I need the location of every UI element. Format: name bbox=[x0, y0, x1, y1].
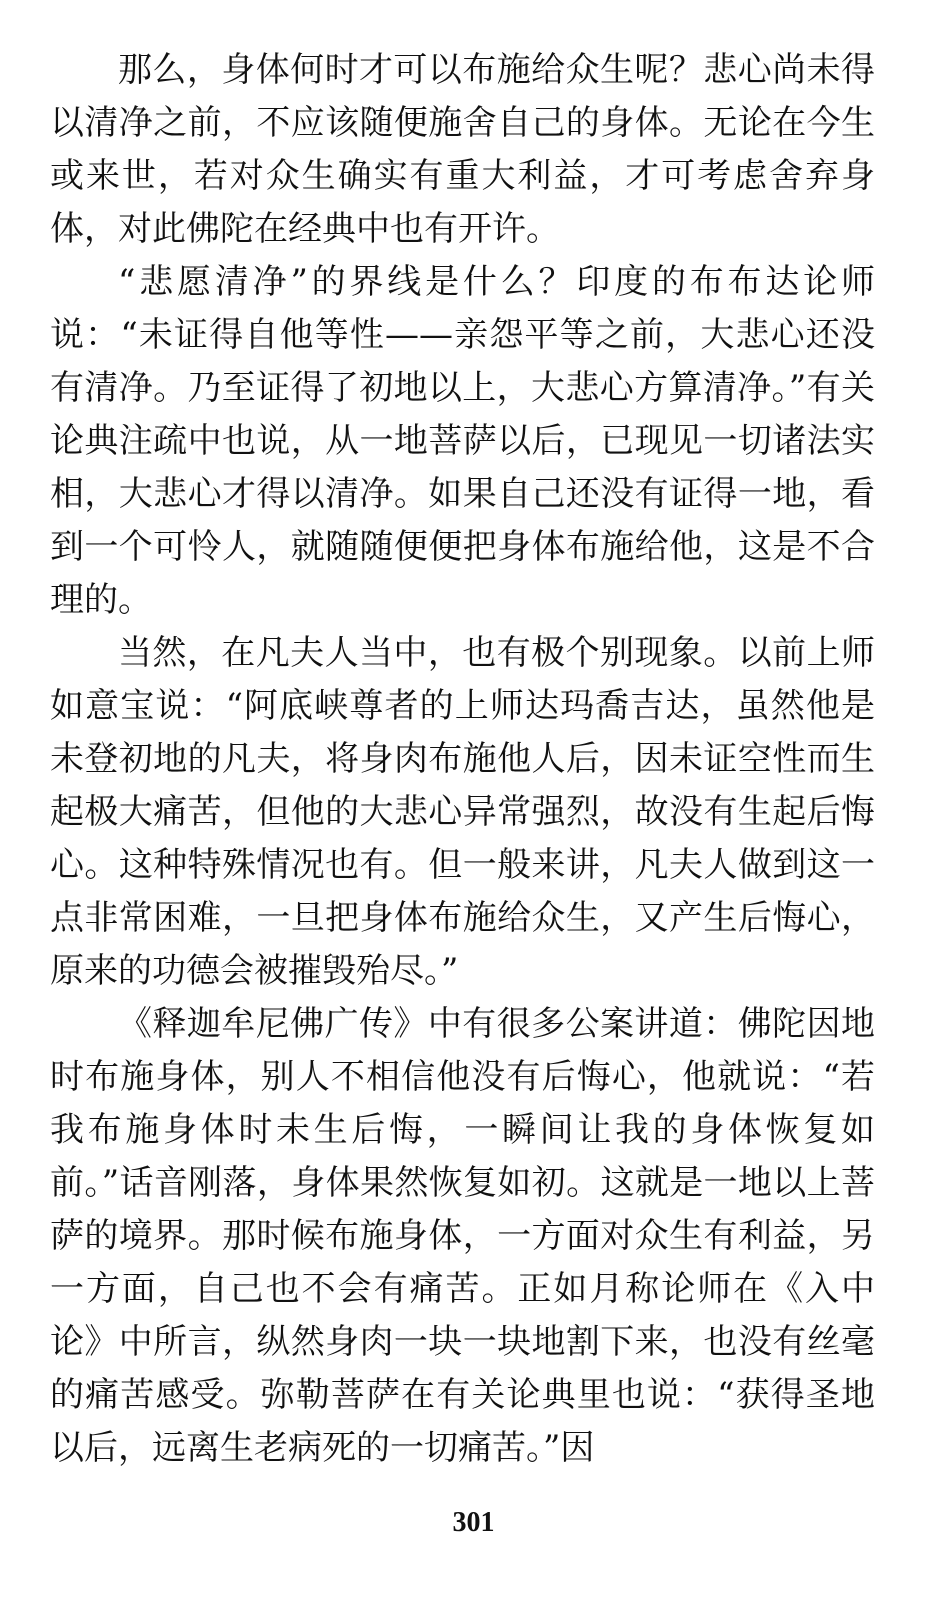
paragraph-3: 当然，在凡夫人当中，也有极个别现象。以前上师如意宝说：“阿底峡尊者的上师达玛喬吉达，虽然他是未登初地的凡夫，将身肉布施他人后，因未证空性而生起极大痛苦，但他的大悲心异常强烈，故没有生起后悔心。这种特殊情况也有。但一般来讲，凡夫人做到这一点非常困难，一旦把身体布施给众生，又产生后悔心，原来的功德会被摧毁殆尽。” bbox=[50, 633, 875, 991]
page-number: 301 bbox=[452, 1507, 495, 1538]
paragraph-2: “悲愿清净”的界线是什么？印度的布布达论师说：“未证得自他等性——亲怨平等之前，大悲心还没有清净。乃至证得了初地以上，大悲心方算清净。”有关论典注疏中也说，从一地菩萨以后，已现见一切诸法实相，大悲心才得以清净。如果自己还没有证得一地，看到一个可怜人，就随随便便把身体布施给他，这是不合理的。 bbox=[50, 262, 875, 620]
paragraph-1: 那么，身体何时才可以布施给众生呢？悲心尚未得以清净之前，不应该随便施舍自己的身体。无论在今生或来世，若对众生确实有重大利益，才可考虑舍弃身体，对此佛陀在经典中也有开许。 bbox=[50, 50, 875, 249]
body-text bbox=[50, 44, 875, 1475]
paragraph-4: 《释迦牟尼佛广传》中有很多公案讲道：佛陀因地时布施身体，别人不相信他没有后悔心，他就说：“若我布施身体时未生后悔，一瞬间让我的身体恢复如前。”话音刚落，身体果然恢复如初。这就是一地以上菩萨的境界。那时候布施身体，一方面对众生有利益，另一方面，自己也不会有痛苦。正如月称论师在《入中论》中所言，纵然身肉一块一块地割下来，也没有丝毫的痛苦感受。弥勒菩萨在有关论典里也说：“获得圣地以后，远离生老病死的一切痛苦。”因 bbox=[50, 1004, 875, 1468]
